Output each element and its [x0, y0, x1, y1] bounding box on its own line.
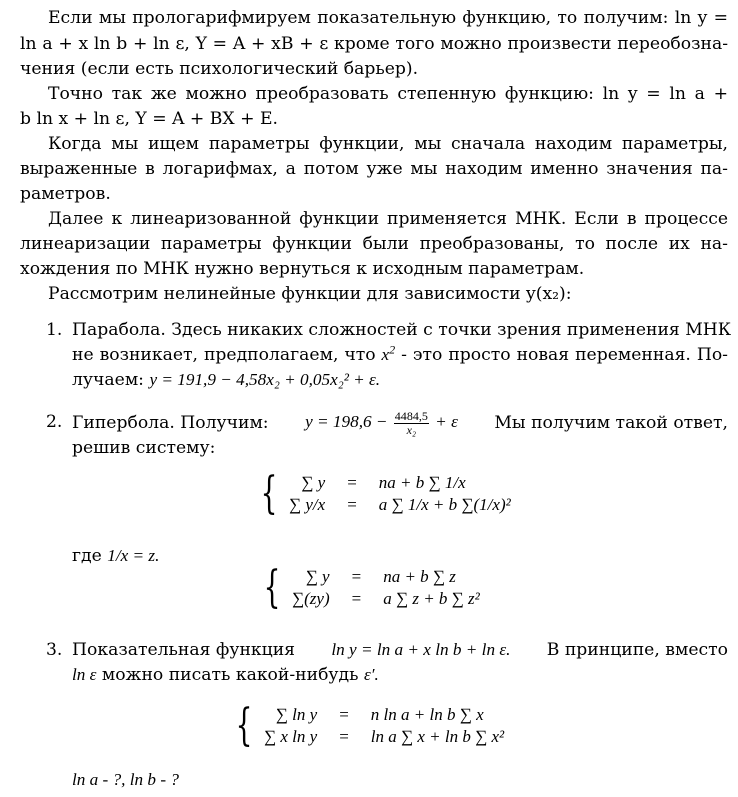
ln-epsilon: ln ε: [72, 665, 97, 684]
paragraph-4-line-2: линеаризации параметры функции были преобразованы, то после их на-: [20, 234, 728, 254]
variable-x: x: [381, 345, 390, 364]
system-1-row-2-lhs: ∑ y/x: [289, 495, 326, 514]
list-item-1-line-2-text-a: не возникает, предполагаем, что: [72, 345, 376, 365]
paragraph-3-line-1: Когда мы ищем параметры функции, мы сначала находим параметры,: [48, 134, 728, 154]
paragraph-2-line-1: Точно так же можно преобразовать степенную функцию: ln y = ln a +: [48, 84, 728, 104]
system-1-row-1-eq: =: [347, 473, 357, 492]
list-item-3-line-2: [72, 663, 379, 687]
paragraph-1-line-3: чения (если есть психологический барьер).: [20, 59, 419, 79]
where-line: [72, 544, 159, 568]
paragraph-3-line-3: раметров.: [20, 184, 111, 204]
parabola-equation: y = 191,9 − 4,58x₂ + 0,05x₂² + ε.: [149, 370, 381, 389]
system-2-row-1-eq: =: [351, 567, 362, 586]
exponent: 2: [389, 342, 396, 357]
paragraph-2-line-2: b ln x + ln ε, Y = A + BX + E.: [20, 109, 278, 129]
unknowns-line: ln a - ?, ln b - ?: [72, 770, 179, 789]
system-3-row-1-rhs: n ln a + ln b ∑ x: [370, 705, 484, 724]
where-text: где: [72, 546, 102, 566]
hyperbola-fraction: [394, 410, 429, 436]
list-item-1-line-2-text-b: - это просто новая переменная. По-: [401, 345, 728, 365]
list-item-1-marker: 1.: [46, 320, 63, 340]
hyperbola-equation-left: y = 198,6 −: [305, 411, 388, 431]
system-1-row-1-rhs: na + b ∑ 1/x: [378, 473, 466, 492]
system-3-row-1-lhs: ∑ ln y: [275, 705, 318, 724]
left-brace-icon: {: [260, 468, 278, 519]
list-item-3-line-2-text: можно писать какой-нибудь: [101, 665, 359, 685]
paragraph-4-line-1: Далее к линеаризованной функции применяется МНК. Если в процессе: [48, 209, 728, 229]
system-3-row-2-lhs: ∑ x ln y: [264, 727, 318, 746]
paragraph-4-line-3: хождения по МНК нужно вернуться к исходным параметрам.: [20, 259, 585, 279]
list-item-3-line-1: [72, 638, 728, 662]
list-item-1-line-3-text: лучаем:: [72, 370, 144, 390]
equation-system-2: [258, 562, 480, 613]
system-2-row-1-rhs: na + b ∑ z: [383, 567, 456, 586]
system-1-row-2-eq: =: [347, 495, 357, 514]
epsilon-prime: ε′.: [363, 665, 379, 684]
list-item-2-line-2: решив систему:: [72, 438, 216, 458]
left-brace-icon: {: [263, 562, 281, 613]
system-3-row-2-eq: =: [339, 727, 349, 746]
paragraph-1-line-1: Если мы прологарифмируем показательную функцию, то получим: ln y =: [48, 8, 728, 28]
paragraph-1-line-2: ln a + x ln b + ln ε, Y = A + xB + ε кроме того можно произвести переобозна-: [20, 34, 728, 54]
system-1-row-1-lhs: ∑ y: [301, 473, 326, 492]
list-item-3-marker: 3.: [46, 640, 63, 660]
exponential-equation: ln y = ln a + x ln b + ln ε.: [331, 640, 511, 659]
system-2-row-1-lhs: ∑ y: [305, 567, 330, 586]
paragraph-3-line-2: выраженные в логарифмах, а потом уже мы находим именно значения па-: [20, 159, 728, 179]
fraction-denominator: x₂: [406, 422, 417, 437]
list-item-2-marker: 2.: [46, 412, 63, 432]
list-item-1-line-2-math: [381, 342, 396, 364]
fraction-numerator: 4484,5: [394, 408, 428, 423]
list-item-3-line-1-text-b: В принципе, вместо: [546, 640, 728, 660]
list-item-1-line-2: [72, 343, 728, 367]
list-item-2-line-1-text-b: Мы получим такой ответ,: [494, 413, 728, 433]
list-item-1-line-1: Парабола. Здесь никаких сложностей с точки зрения применения МНК: [72, 320, 732, 340]
where-math: 1/x = z.: [107, 546, 160, 565]
system-1-row-2-rhs: a ∑ 1/x + b ∑(1/x)²: [378, 495, 511, 514]
list-item-3-line-1-text-a: Показательная функция: [72, 640, 296, 660]
equation-system-1: [255, 468, 511, 519]
equation-system-3: [230, 700, 505, 751]
hyperbola-equation: [305, 410, 458, 436]
system-2-row-2-lhs: ∑(zy): [292, 589, 330, 608]
hyperbola-equation-right: + ε: [435, 411, 458, 431]
list-item-2-line-1: [72, 408, 728, 438]
system-3-row-1-eq: =: [339, 705, 349, 724]
list-item-1-line-3: [72, 368, 380, 392]
list-item-2-line-1-text-a: Гипербола. Получим:: [72, 413, 269, 433]
system-2-row-2-eq: =: [351, 589, 362, 608]
system-2-row-2-rhs: a ∑ z + b ∑ z²: [383, 589, 480, 608]
paragraph-5-line-1: Рассмотрим нелинейные функции для зависимости y(x₂):: [48, 284, 572, 304]
system-3-row-2-rhs: ln a ∑ x + ln b ∑ x²: [370, 727, 505, 746]
left-brace-icon: {: [235, 700, 253, 751]
